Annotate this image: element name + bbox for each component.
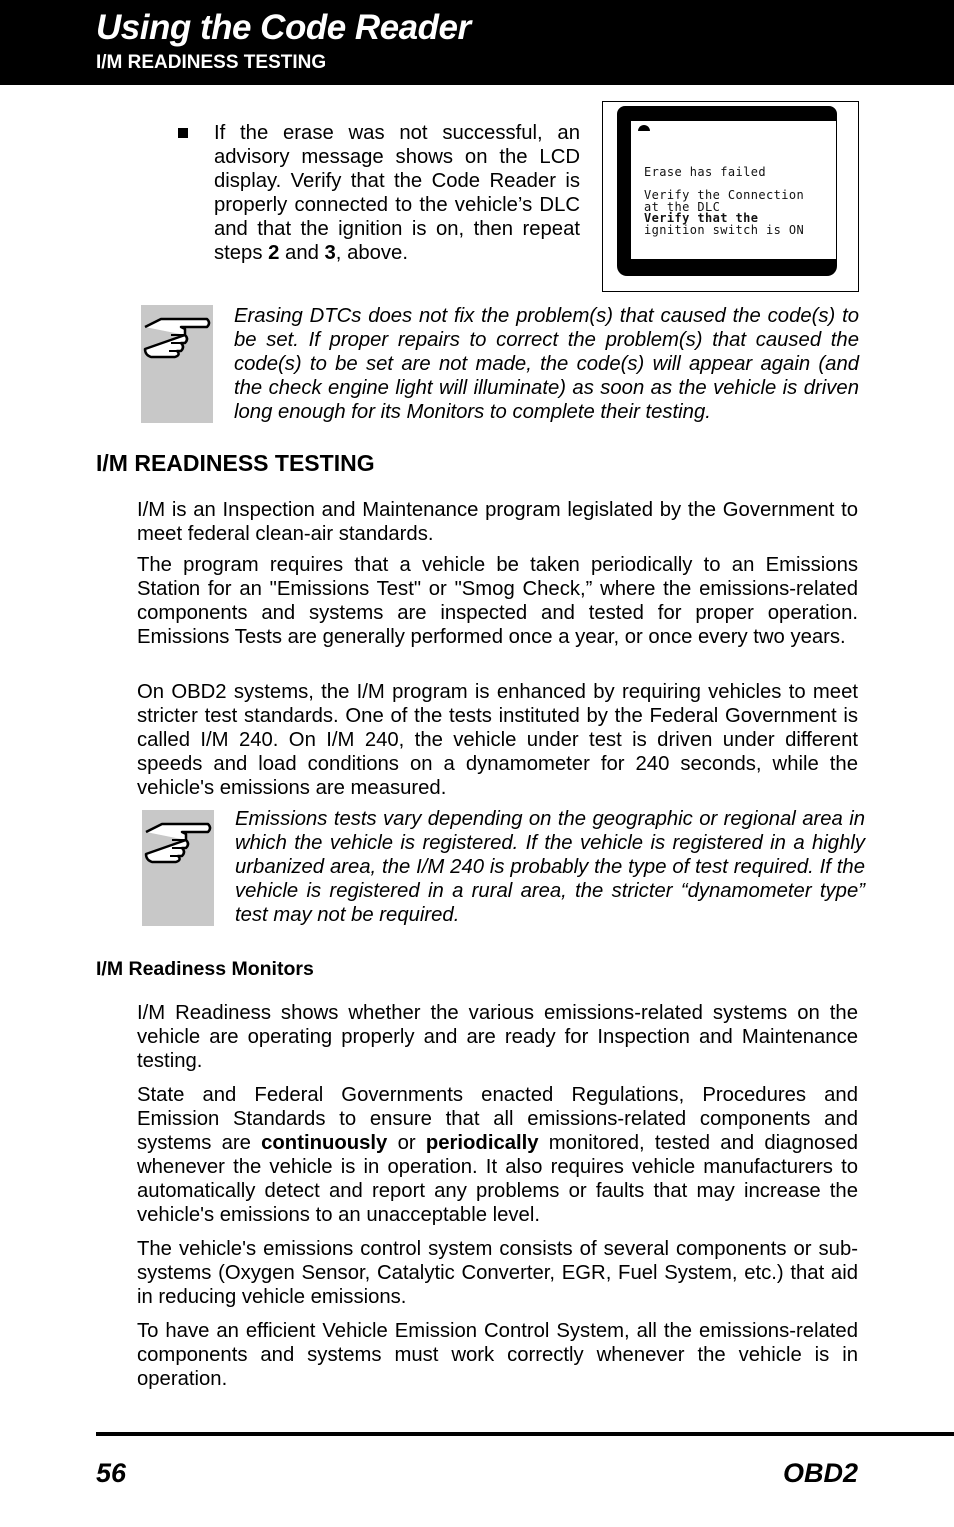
pointing-hand-icon bbox=[141, 305, 213, 365]
components-paragraph: The vehicle's emissions control system consists of several components or sub-systems (Oxygen Sensor, Catalytic Converter, EGR, Fuel System, etc.) that aid in reducing vehicle emissions. bbox=[137, 1238, 858, 1308]
pointing-hand-icon bbox=[142, 810, 214, 870]
regulations-paragraph: State and Federal Governments enacted Regulations, Procedures and Emission Standards to ensure that all emissions-related components and systems are continuously or periodically monitored, tested and diagnosed whenever the vehicle is in operation. It also requires vehicle manufacturers to automatically detect and report any problems or faults that may increase the vehicle's emissions to an unacceptable level. bbox=[137, 1084, 858, 1226]
section-heading: I/M READINESS TESTING bbox=[96, 450, 375, 476]
note-box bbox=[141, 305, 213, 423]
lcd-line-3: at the DLC bbox=[644, 200, 721, 214]
lcd-line-4: Verify that the bbox=[644, 211, 759, 225]
readiness-paragraph: I/M Readiness shows whether the various emissions-related systems on the vehicle are operating properly and are ready for Inspection and Maintenance testing. bbox=[137, 1002, 858, 1072]
page-title: Using the Code Reader bbox=[96, 8, 471, 47]
lcd-line-1: Erase has failed bbox=[644, 165, 766, 179]
im-intro-paragraph: I/M is an Inspection and Maintenance program legislated by the Government to meet federal clean-air standards. bbox=[137, 499, 858, 545]
bullet-marker bbox=[178, 128, 188, 138]
vehicle-icon bbox=[638, 125, 650, 131]
footer-label: OBD2 bbox=[782, 1458, 858, 1488]
im-obd2-paragraph: On OBD2 systems, the I/M program is enhanced by requiring vehicles to meet stricter test standards. One of the tests instituted by the Federal Government is called I/M 240. On I/M 240, the vehicle under test is driven under different speeds and load conditions on a dynamometer for 240 seconds, while the vehicle's emissions are measured. bbox=[137, 681, 858, 799]
page-subtitle: I/M READINESS TESTING bbox=[96, 52, 327, 73]
efficiency-paragraph: To have an efficient Vehicle Emission Control System, all the emissions-related components and systems must work correctly whenever the vehicle is in operation. bbox=[137, 1320, 858, 1390]
page-header bbox=[0, 0, 954, 85]
lcd-line-5: ignition switch is ON bbox=[644, 223, 805, 237]
note-emissions-tests: Emissions tests vary depending on the geographic or regional area in which the vehicle is registered. If the vehicle is registered in a highly urbanized area, the I/M 240 is probably the type of test required. If the vehicle is registered in a rural area, the stricter “dynamometer type” test may not be required. bbox=[235, 808, 865, 926]
page-number: 56 bbox=[96, 1458, 127, 1488]
subsection-heading: I/M Readiness Monitors bbox=[96, 958, 314, 980]
lcd-line-2: Verify the Connection bbox=[644, 188, 805, 202]
note-box bbox=[142, 810, 214, 926]
im-program-paragraph: The program requires that a vehicle be taken periodically to an Emissions Station for an "Emissions Test" or "Smog Check,” where the emissions-related components and systems are inspected and tested for proper operation. Emissions Tests are generally performed once a year, or once every two years. bbox=[137, 554, 858, 648]
erase-fail-paragraph: If the erase was not successful, an advisory message shows on the LCD display. Verify that the Code Reader is properly connected to the vehicle’s DLC and that the ignition is on, then repeat steps 2 and 3, above. bbox=[214, 122, 580, 264]
footer-divider bbox=[96, 1432, 954, 1436]
note-erasing-dtcs: Erasing DTCs does not fix the problem(s) that caused the code(s) to be set. If proper repairs to correct the problem(s) that caused the code(s) to be set are not made, the code(s) will appear again (and the check engine light will illuminate) as soon as the vehicle is driven long enough for its Monitors to complete their testing. bbox=[234, 305, 859, 423]
